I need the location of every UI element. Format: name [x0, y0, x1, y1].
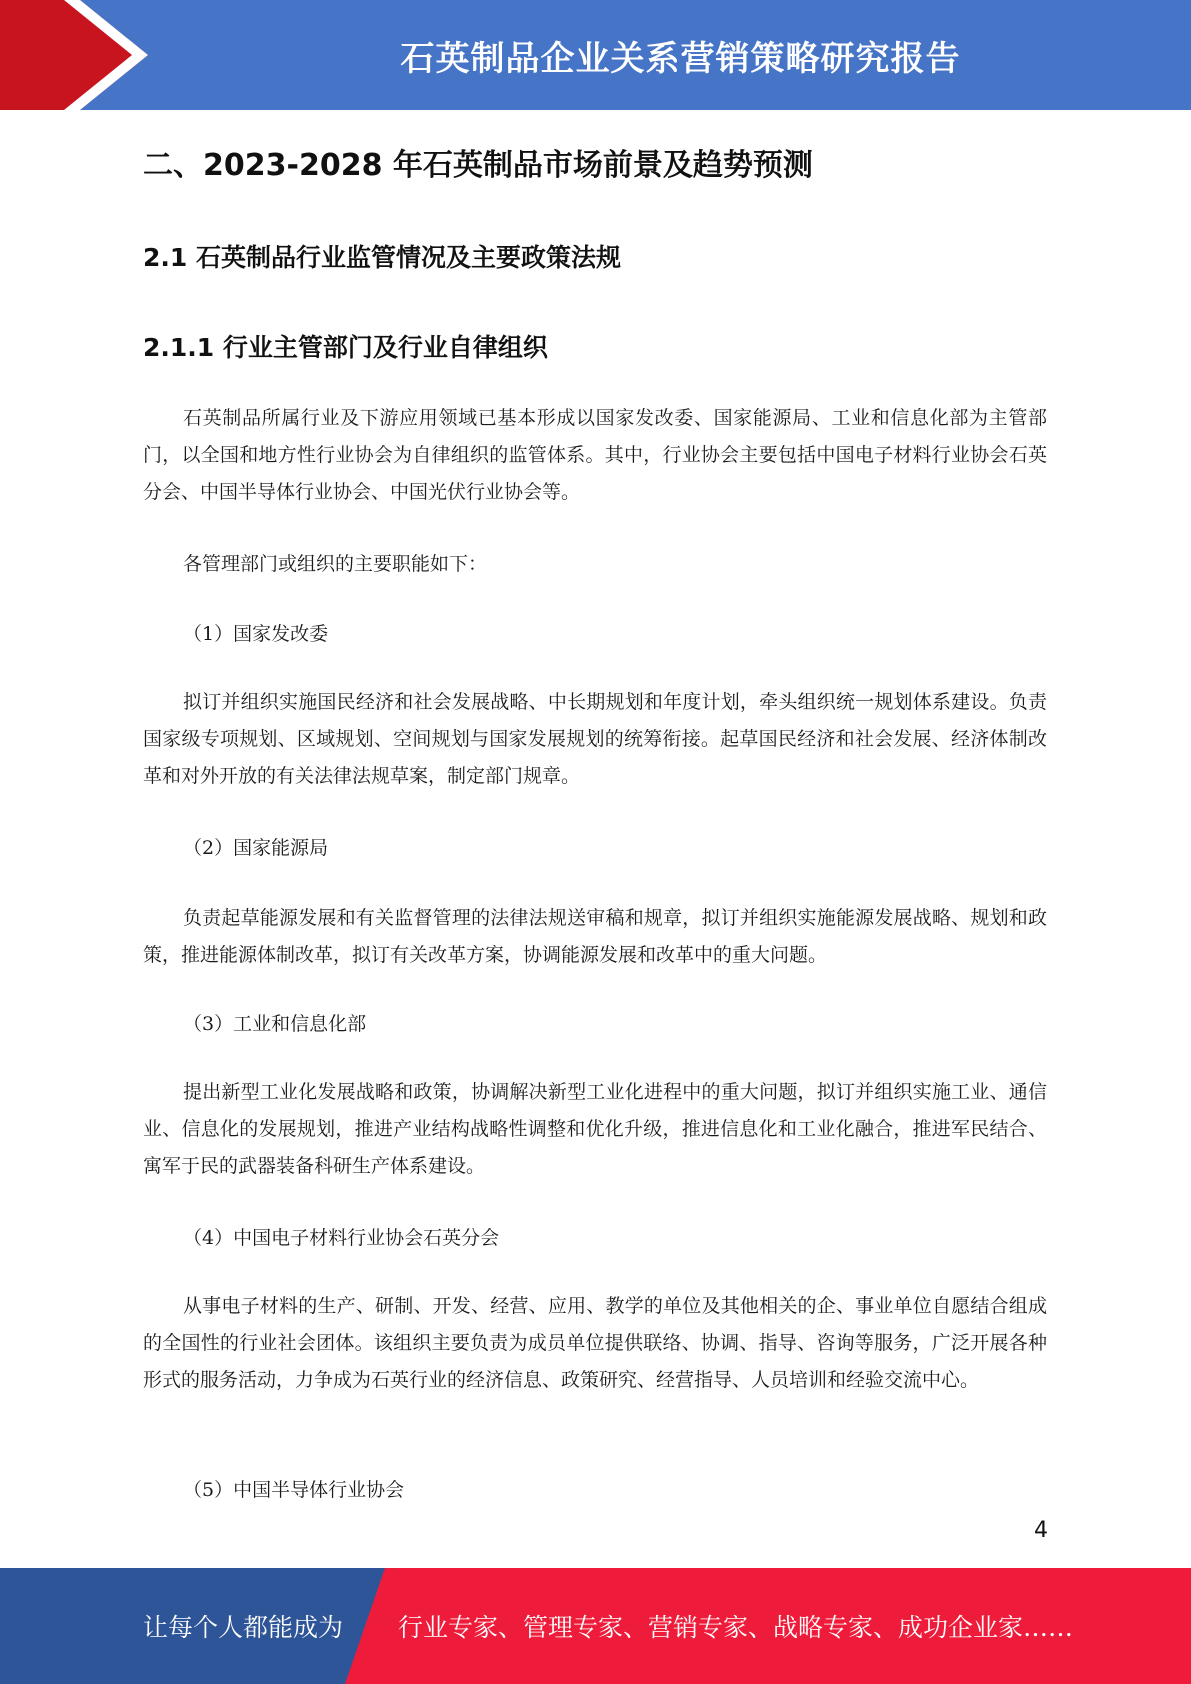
item-3-title: （3）工业和信息化部 [183, 1013, 367, 1035]
page-number: 4 [1034, 1518, 1048, 1543]
functions-intro-paragraph: 各管理部门或组织的主要职能如下： [183, 553, 488, 575]
item-2-title: （2）国家能源局 [183, 837, 329, 859]
item-1-paragraph: 拟订并组织实施国民经济和社会发展战略、中长期规划和年度计划，牵头组织统一规划体系建设。负责国家级专项规划、区域规划、空间规划与国家发展规划的统筹衔接。起草国民经济和社会发展、经济体制改革和对外开放的有关法律法规草案，制定部门规章。 [143, 691, 1047, 787]
item-2-paragraph: 负责起草能源发展和有关监督管理的法律法规送审稿和规章，拟订并组织实施能源发展战略、规划和政策，推进能源体制改革，拟订有关改革方案，协调能源发展和改革中的重大问题。 [143, 907, 1047, 966]
report-title: 石英制品企业关系营销策略研究报告 [400, 38, 961, 79]
item-3-paragraph: 提出新型工业化发展战略和政策，协调解决新型工业化进程中的重大问题，拟订并组织实施工业、通信业、信息化的发展规划，推进产业结构战略性调整和优化升级，推进信息化和工业化融合，推进军民结合、寓军于民的武器装备科研生产体系建设。 [143, 1081, 1047, 1177]
intro-paragraph: 石英制品所属行业及下游应用领域已基本形成以国家发改委、国家能源局、工业和信息化部为主管部门，以全国和地方性行业协会为自律组织的监管体系。其中，行业协会主要包括中国电子材料行业协会石英分会、中国半导体行业协会、中国光伏行业协会等。 [143, 407, 1047, 503]
item-5-title: （5）中国半导体行业协会 [183, 1479, 405, 1501]
footer-slogan-right: 行业专家、管理专家、营销专家、战略专家、成功企业家…… [398, 1613, 1074, 1642]
footer-band [0, 1568, 1191, 1684]
footer-slogan-left: 让每个人都能成为 [143, 1613, 344, 1642]
item-4-paragraph: 从事电子材料的生产、研制、开发、经营、应用、教学的单位及其他相关的企、事业单位自愿结合组成的全国性的行业社会团体。该组织主要负责为成员单位提供联络、协调、指导、咨询等服务，广泛开展各种形式的服务活动，力争成为石英行业的经济信息、政策研究、经营指导、人员培训和经验交流中心。 [143, 1295, 1047, 1391]
item-1-title: （1）国家发改委 [183, 623, 329, 645]
section-heading: 2.1 石英制品行业监管情况及主要政策法规 [143, 243, 621, 272]
header-band [0, 0, 1191, 110]
chapter-heading: 二、2023-2028 年石英制品市场前景及趋势预测 [143, 148, 813, 183]
item-4-title: （4）中国电子材料行业协会石英分会 [183, 1227, 500, 1249]
subsection-heading: 2.1.1 行业主管部门及行业自律组织 [143, 333, 548, 362]
